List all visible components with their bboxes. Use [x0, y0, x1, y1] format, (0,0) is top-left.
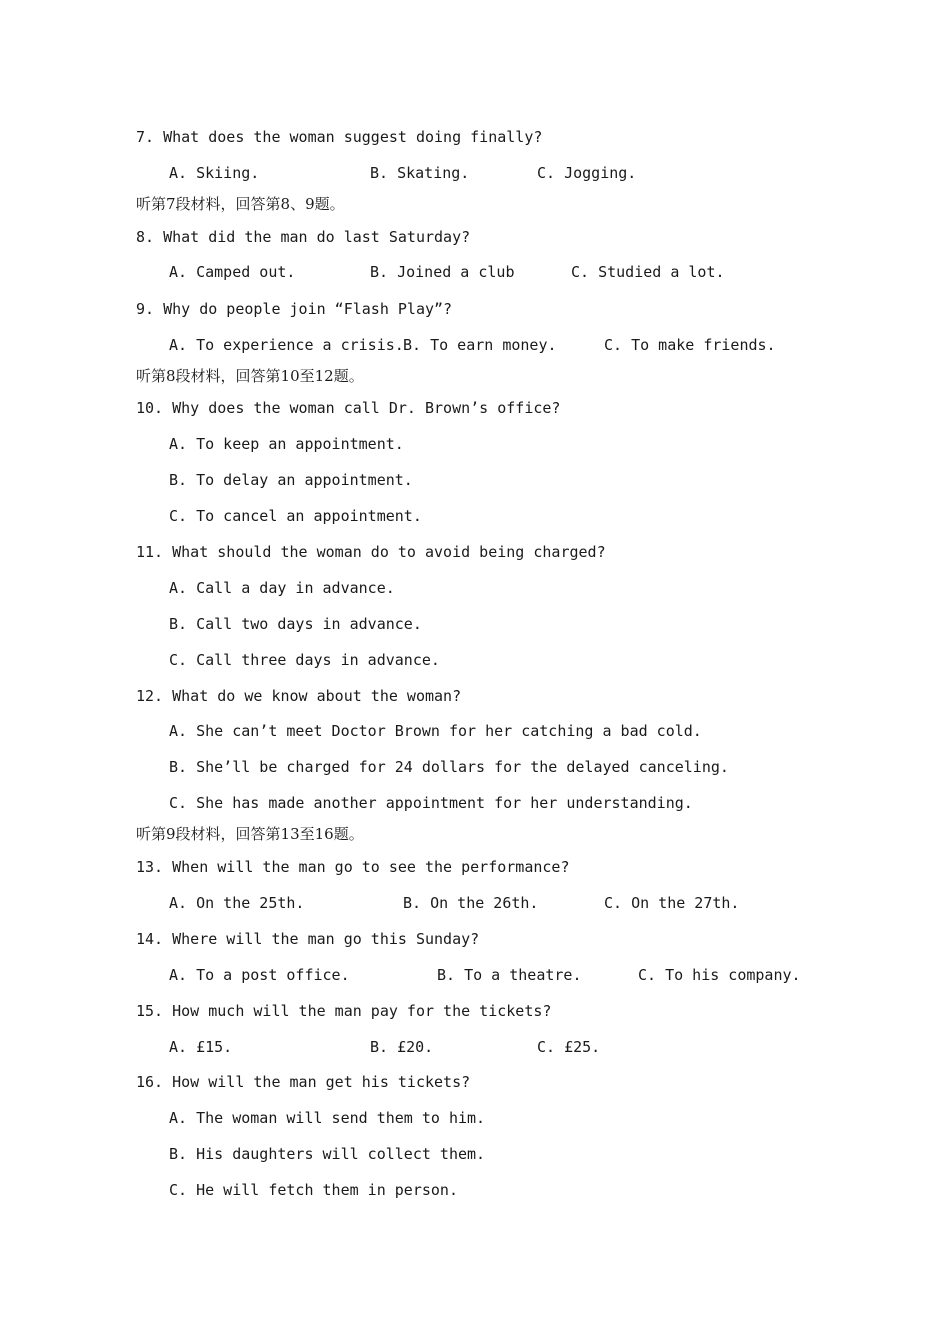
- question-10-option-c: C. To cancel an appointment.: [169, 507, 422, 525]
- question-9-option-c: C. To make friends.: [604, 336, 776, 354]
- question-16-option-a: A. The woman will send them to him.: [169, 1109, 486, 1127]
- question-16-option-c: C. He will fetch them in person.: [169, 1181, 458, 1199]
- question-13-option-b: B. On the 26th.: [403, 894, 539, 912]
- question-16-stem: 16. How will the man get his tickets?: [136, 1073, 471, 1091]
- question-8-option-c: C. Studied a lot.: [571, 263, 725, 281]
- question-10-stem: 10. Why does the woman call Dr. Brown’s office?: [136, 399, 561, 417]
- question-13-stem: 13. When will the man go to see the performance?: [136, 858, 570, 876]
- question-11-option-a: A. Call a day in advance.: [169, 579, 395, 597]
- question-11-option-c: C. Call three days in advance.: [169, 651, 440, 669]
- question-15-option-a: A. £15.: [169, 1038, 233, 1056]
- question-7-option-a: A. Skiing.: [169, 164, 260, 182]
- question-8-option-a: A. Camped out.: [169, 263, 296, 281]
- question-8-stem: 8. What did the man do last Saturday?: [136, 228, 471, 246]
- question-10-option-b: B. To delay an appointment.: [169, 471, 413, 489]
- question-8-option-b: B. Joined a club: [370, 263, 515, 281]
- section-9-heading: 听第9段材料，回答第13至16题。: [136, 825, 364, 843]
- question-9-option-b: B. To earn money.: [403, 336, 557, 354]
- question-14-option-a: A. To a post office.: [169, 966, 350, 984]
- question-15-stem: 15. How much will the man pay for the tickets?: [136, 1002, 552, 1020]
- question-7-stem: 7. What does the woman suggest doing finally?: [136, 128, 543, 146]
- question-7-option-b: B. Skating.: [370, 164, 470, 182]
- question-12-stem: 12. What do we know about the woman?: [136, 687, 462, 705]
- question-14-stem: 14. Where will the man go this Sunday?: [136, 930, 480, 948]
- question-13-option-c: C. On the 27th.: [604, 894, 740, 912]
- question-9-stem: 9. Why do people join “Flash Play”?: [136, 300, 453, 318]
- section-7-heading: 听第7段材料，回答第8、9题。: [136, 195, 345, 213]
- question-15-option-b: B. £20.: [370, 1038, 434, 1056]
- question-12-option-b: B. She’ll be charged for 24 dollars for the delayed canceling.: [169, 758, 729, 776]
- question-7-option-c: C. Jogging.: [537, 164, 637, 182]
- question-11-stem: 11. What should the woman do to avoid being charged?: [136, 543, 606, 561]
- question-13-option-a: A. On the 25th.: [169, 894, 305, 912]
- question-12-option-c: C. She has made another appointment for her understanding.: [169, 794, 693, 812]
- question-16-option-b: B. His daughters will collect them.: [169, 1145, 486, 1163]
- question-10-option-a: A. To keep an appointment.: [169, 435, 404, 453]
- question-12-option-a: A. She can’t meet Doctor Brown for her catching a bad cold.: [169, 722, 702, 740]
- question-15-option-c: C. £25.: [537, 1038, 601, 1056]
- question-14-option-b: B. To a theatre.: [437, 966, 582, 984]
- section-8-heading: 听第8段材料，回答第10至12题。: [136, 367, 364, 385]
- question-14-option-c: C. To his company.: [638, 966, 801, 984]
- question-11-option-b: B. Call two days in advance.: [169, 615, 422, 633]
- question-9-option-a: A. To experience a crisis.: [169, 336, 404, 354]
